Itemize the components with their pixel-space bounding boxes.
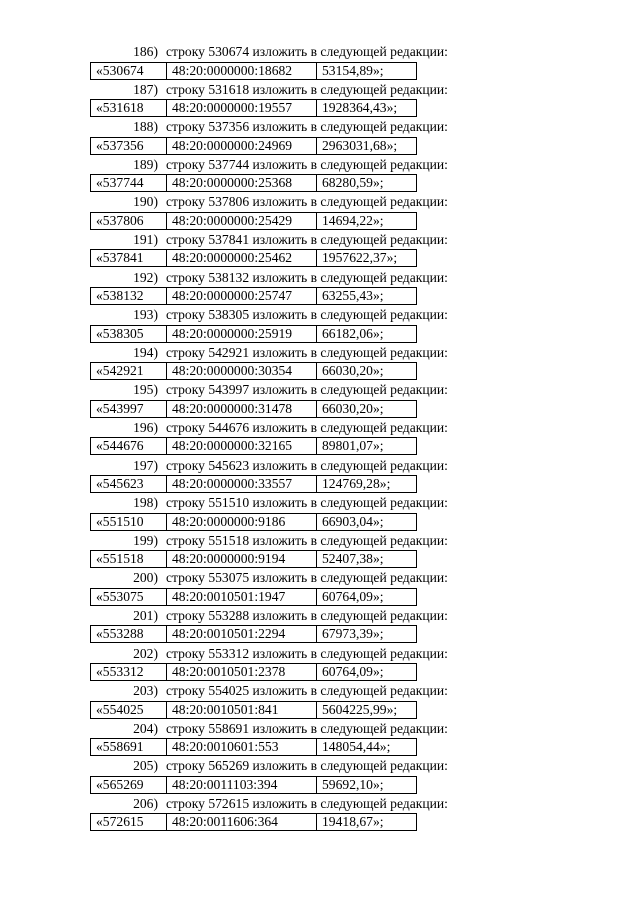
cadastral-number-cell: 48:20:0000000:9186 xyxy=(167,513,317,530)
row-code-cell: «543997 xyxy=(91,400,167,417)
row-code-cell: «558691 xyxy=(91,739,167,756)
cadastral-value-cell: 68280,59»; xyxy=(317,175,417,192)
cadastral-number-cell: 48:20:0000000:9194 xyxy=(167,551,317,568)
item-number: 201) xyxy=(133,607,158,623)
row-code-cell: «538305 xyxy=(91,325,167,342)
item-number: 196) xyxy=(133,419,158,435)
amendment-entry xyxy=(0,43,640,81)
table-row xyxy=(90,738,417,756)
cadastral-value-cell: 19418,67»; xyxy=(317,814,417,831)
table-row xyxy=(90,625,417,643)
cadastral-number-cell: 48:20:0000000:33557 xyxy=(167,476,317,493)
table-row xyxy=(90,137,417,155)
item-number: 203) xyxy=(133,683,158,699)
cadastral-number-cell: 48:20:0011606:364 xyxy=(167,814,317,831)
row-code-cell: «545623 xyxy=(91,476,167,493)
table-row xyxy=(90,475,417,493)
cadastral-value-cell: 1957622,37»; xyxy=(317,250,417,267)
table-row xyxy=(90,174,417,192)
item-number: 188) xyxy=(133,119,158,135)
instruction-text: строку 545623 изложить в следующей редакции: xyxy=(166,457,448,473)
amendment-entry xyxy=(0,269,640,307)
table-row xyxy=(90,776,417,794)
cadastral-number-cell: 48:20:0010501:2378 xyxy=(167,664,317,681)
instruction-text: строку 530674 изложить в следующей редакции: xyxy=(166,44,448,59)
instruction-text: строку 558691 изложить в следующей редакции: xyxy=(166,720,448,736)
table-row xyxy=(90,212,417,230)
amendment-entry xyxy=(0,231,640,269)
cadastral-value-cell: 60764,09»; xyxy=(317,588,417,605)
cadastral-value-cell: 66182,06»; xyxy=(317,325,417,342)
cadastral-value-cell: 5604225,99»; xyxy=(317,701,417,718)
item-number: 202) xyxy=(133,645,158,661)
amendment-entry xyxy=(0,81,640,119)
amendment-entry xyxy=(0,193,640,231)
cadastral-number-cell: 48:20:0000000:18682 xyxy=(167,62,317,79)
amendment-entry xyxy=(0,156,640,194)
instruction-text: строку 551518 изложить в следующей редакции: xyxy=(166,532,448,548)
cadastral-value-cell: 53154,89»; xyxy=(317,62,417,79)
instruction-text: строку 565269 изложить в следующей редакции: xyxy=(166,758,448,774)
cadastral-value-cell: 14694,22»; xyxy=(317,212,417,229)
cadastral-number-cell: 48:20:0000000:32165 xyxy=(167,438,317,455)
cadastral-value-cell: 66030,20»; xyxy=(317,363,417,380)
instruction-text: строку 553288 изложить в следующей редакции: xyxy=(166,607,448,623)
item-number: 206) xyxy=(133,795,158,811)
row-code-cell: «553075 xyxy=(91,588,167,605)
amendment-entry xyxy=(0,118,640,156)
table-row xyxy=(90,287,417,305)
amendment-entry xyxy=(0,532,640,570)
item-number: 190) xyxy=(133,194,158,210)
cadastral-number-cell: 48:20:0000000:25429 xyxy=(167,212,317,229)
table-row xyxy=(90,400,417,418)
row-code-cell: «537744 xyxy=(91,175,167,192)
amendment-entry xyxy=(0,419,640,457)
instruction-text: строку 531618 изложить в следующей редакции: xyxy=(166,81,448,97)
cadastral-value-cell: 52407,38»; xyxy=(317,551,417,568)
item-number: 191) xyxy=(133,231,158,247)
amendment-entry xyxy=(0,381,640,419)
table-row xyxy=(90,663,417,681)
item-number: 189) xyxy=(133,156,158,172)
instruction-text: строку 538305 изложить в следующей редакции: xyxy=(166,307,448,323)
instruction-text: строку 542921 изложить в следующей редакции: xyxy=(166,344,448,360)
instruction-text: строку 537806 изложить в следующей редакции: xyxy=(166,194,448,210)
item-number: 205) xyxy=(133,758,158,774)
amendment-entry xyxy=(0,306,640,344)
instruction-text: строку 572615 изложить в следующей редакции: xyxy=(166,795,448,811)
cadastral-number-cell: 48:20:0000000:30354 xyxy=(167,363,317,380)
item-number: 195) xyxy=(133,382,158,398)
table-row xyxy=(90,437,417,455)
table-row xyxy=(90,588,417,606)
cadastral-value-cell: 66903,04»; xyxy=(317,513,417,530)
cadastral-number-cell: 48:20:0000000:31478 xyxy=(167,400,317,417)
item-number: 200) xyxy=(133,570,158,586)
row-code-cell: «544676 xyxy=(91,438,167,455)
row-code-cell: «565269 xyxy=(91,776,167,793)
amendment-entry xyxy=(0,494,640,532)
cadastral-number-cell: 48:20:0000000:19557 xyxy=(167,100,317,117)
row-code-cell: «553312 xyxy=(91,664,167,681)
row-code-cell: «572615 xyxy=(91,814,167,831)
cadastral-value-cell: 2963031,68»; xyxy=(317,137,417,154)
row-code-cell: «537356 xyxy=(91,137,167,154)
instruction-text: строку 554025 изложить в следующей редакции: xyxy=(166,683,448,699)
row-code-cell: «537841 xyxy=(91,250,167,267)
cadastral-number-cell: 48:20:0010501:1947 xyxy=(167,588,317,605)
item-number: 198) xyxy=(133,495,158,511)
row-code-cell: «542921 xyxy=(91,363,167,380)
table-row xyxy=(90,362,417,380)
cadastral-number-cell: 48:20:0000000:25368 xyxy=(167,175,317,192)
instruction-text: строку 544676 изложить в следующей редакции: xyxy=(166,419,448,435)
cadastral-number-cell: 48:20:0011103:394 xyxy=(167,776,317,793)
amendment-entry xyxy=(0,569,640,607)
row-code-cell: «551510 xyxy=(91,513,167,530)
cadastral-number-cell: 48:20:0000000:24969 xyxy=(167,137,317,154)
item-number: 193) xyxy=(133,307,158,323)
amendment-entry xyxy=(0,795,640,833)
table-row xyxy=(90,62,417,80)
table-row xyxy=(90,550,417,568)
item-number: 204) xyxy=(133,720,158,736)
item-number: 194) xyxy=(133,344,158,360)
table-row xyxy=(90,99,417,117)
cadastral-number-cell: 48:20:0010601:553 xyxy=(167,739,317,756)
instruction-text: строку 537841 изложить в следующей редакции: xyxy=(166,231,448,247)
row-code-cell: «553288 xyxy=(91,626,167,643)
row-code-cell: «530674 xyxy=(91,62,167,79)
instruction-text: строку 543997 изложить в следующей редакции: xyxy=(166,382,448,398)
instruction-text: строку 553312 изложить в следующей редакции: xyxy=(166,645,448,661)
instruction-text: строку 537356 изложить в следующей редакции: xyxy=(166,119,448,135)
instruction-text: строку 551510 изложить в следующей редакции: xyxy=(166,495,448,511)
table-row xyxy=(90,701,417,719)
amendment-entry xyxy=(0,682,640,720)
item-number: 197) xyxy=(133,457,158,473)
cadastral-value-cell: 60764,09»; xyxy=(317,664,417,681)
cadastral-number-cell: 48:20:0000000:25747 xyxy=(167,288,317,305)
amendment-entry xyxy=(0,757,640,795)
cadastral-value-cell: 89801,07»; xyxy=(317,438,417,455)
cadastral-value-cell: 148054,44»; xyxy=(317,739,417,756)
cadastral-number-cell: 48:20:0010501:2294 xyxy=(167,626,317,643)
item-number: 187) xyxy=(133,81,158,97)
cadastral-number-cell: 48:20:0000000:25462 xyxy=(167,250,317,267)
amendment-entry xyxy=(0,607,640,645)
row-code-cell: «554025 xyxy=(91,701,167,718)
cadastral-value-cell: 1928364,43»; xyxy=(317,100,417,117)
table-row xyxy=(90,325,417,343)
table-row xyxy=(90,249,417,267)
row-code-cell: «537806 xyxy=(91,212,167,229)
row-code-cell: «538132 xyxy=(91,288,167,305)
cadastral-value-cell: 67973,39»; xyxy=(317,626,417,643)
document-body xyxy=(0,43,640,832)
row-code-cell: «531618 xyxy=(91,100,167,117)
cadastral-number-cell: 48:20:0010501:841 xyxy=(167,701,317,718)
item-number: 199) xyxy=(133,532,158,548)
instruction-text: строку 553075 изложить в следующей редакции: xyxy=(166,570,448,586)
instruction-text: строку 538132 изложить в следующей редакции: xyxy=(166,269,448,285)
item-number: 186) xyxy=(133,44,158,59)
cadastral-value-cell: 66030,20»; xyxy=(317,400,417,417)
table-row xyxy=(90,513,417,531)
cadastral-value-cell: 124769,28»; xyxy=(317,476,417,493)
row-code-cell: «551518 xyxy=(91,551,167,568)
item-number: 192) xyxy=(133,269,158,285)
table-row xyxy=(90,813,417,831)
amendment-entry xyxy=(0,457,640,495)
cadastral-value-cell: 59692,10»; xyxy=(317,776,417,793)
amendment-entry xyxy=(0,344,640,382)
cadastral-value-cell: 63255,43»; xyxy=(317,288,417,305)
cadastral-number-cell: 48:20:0000000:25919 xyxy=(167,325,317,342)
amendment-entry xyxy=(0,720,640,758)
amendment-entry xyxy=(0,645,640,683)
instruction-text: строку 537744 изложить в следующей редакции: xyxy=(166,156,448,172)
